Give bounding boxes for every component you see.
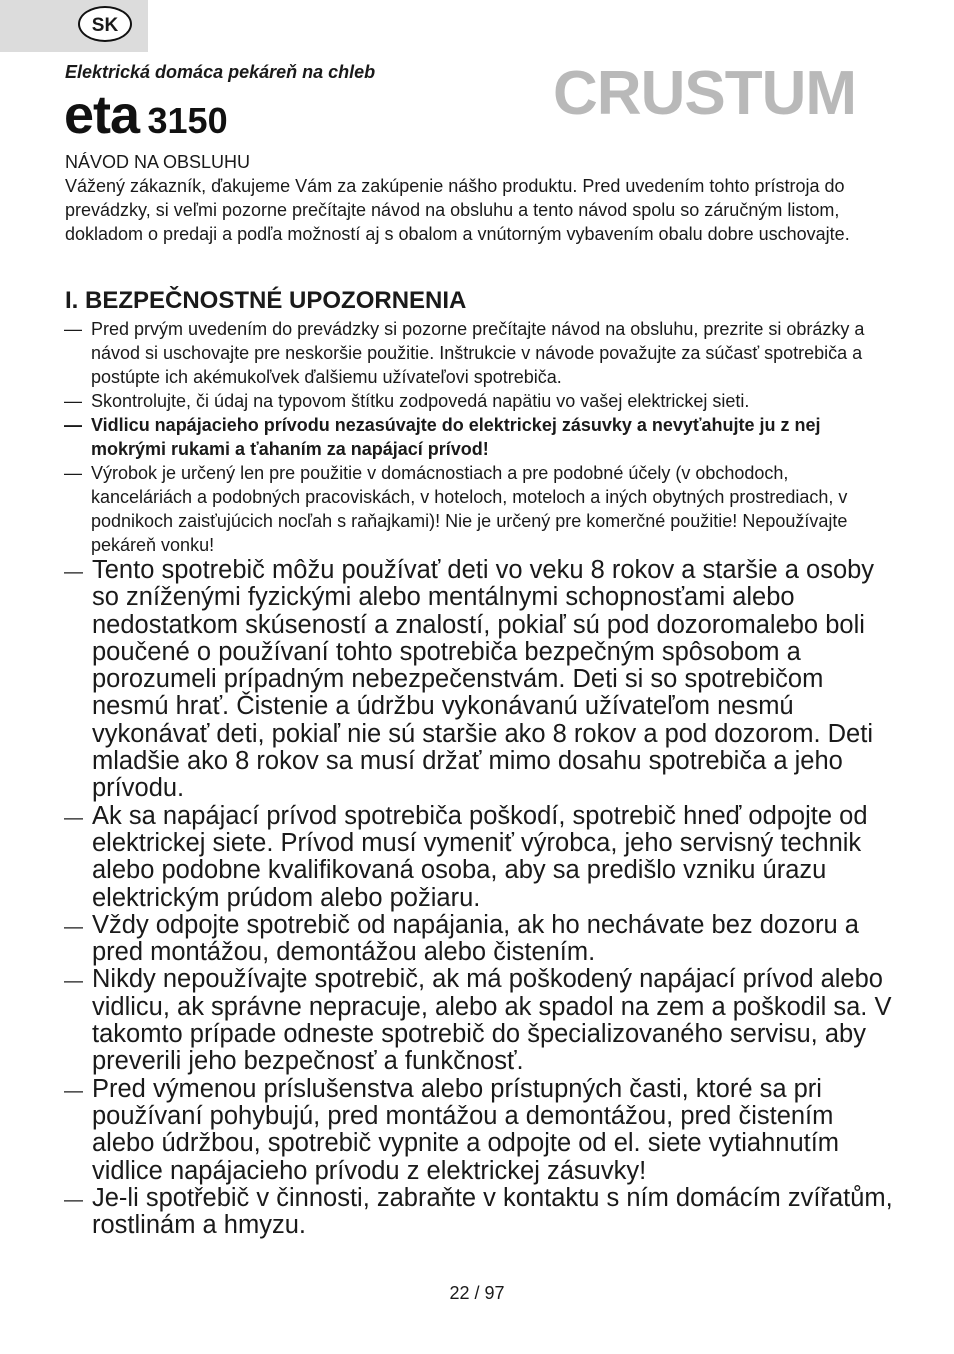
list-item: — Tento spotrebič môžu používať deti vo veku 8 rokov a staršie a osoby so zníženými fyzickými alebo mentálnymi schopnosťami alebo nedostatkom skúseností a znalostí, pokiaľ sú pod dozoromalebo boli poučené o používaní tohto spotrebiča bezpečným spôsobom a porozumeli prípadným nebezpečenstvám. Deti si so spotrebičom nesmú hrať. Čistenie a údržbu vykonávanú užívateľom nesmú vykonávať deti, pokiaľ nie sú staršie ako 8 rokov a pod dozorom. Deti mladšie ako 8 rokov sa musí držať mimo dosahu spotrebiča a jeho prívodu. bbox=[64, 557, 899, 803]
model-title bbox=[64, 84, 228, 146]
list-item: — Výrobok je určený len pre použitie v domácnostiach a pre podobné účely (v obchodoch, kanceláriách a podobných pracoviskách, v hoteloch, moteloch a iných obytných prostrediach, v podnikoch zaisťujúcich nocľah s raňajkami)! Nie je určený pre komerčné použitie! Nepoužívajte pekáreň vonku! bbox=[64, 461, 894, 557]
product-subtitle: Elektrická domáca pekáreň na chleb bbox=[65, 62, 376, 82]
page-number: 22 / 97 bbox=[449, 1283, 505, 1303]
safety-list-small bbox=[64, 317, 894, 557]
list-item: — Ak sa napájací prívod spotrebiča poškodí, spotrebič hneď odpojte od elektrickej siete. Prívod musí vymeniť výrobca, jeho servisný technik alebo podobne kvalifikovaná osoba, aby sa predišlo vzniku úrazu elektrickým prúdom alebo požiaru. bbox=[64, 803, 899, 912]
model-number: 3150 bbox=[147, 100, 228, 141]
intro-block bbox=[65, 150, 895, 246]
list-item-bold: — Vidlicu napájacieho prívodu nezasúvajte do elektrickej zásuvky a nevyťahujte ju z nej mokrými rukami a ťahaním za napájací prívod! bbox=[64, 413, 894, 461]
list-item: — Vždy odpojte spotrebič od napájania, ak ho nechávate bez dozoru a pred montážou, demontážou alebo čistením. bbox=[64, 912, 899, 967]
list-item: — Nikdy nepoužívajte spotrebič, ak má poškodený napájací prívod alebo vidlicu, ak správne nepracuje, alebo ak spadol na zem a poškodil sa. V takomto prípade odneste spotrebič do špecializovaného servisu, aby preverili jeho bezpečnosť a funkčnosť. bbox=[64, 966, 899, 1075]
manual-title: NÁVOD NA OBSLUHU bbox=[65, 152, 251, 172]
list-item: — Pred výmenou príslušenstva alebo prístupných časti, ktoré sa pri používaní pohybujú, pred montážou a demontážou, pred čistením alebo údržbou, spotrebič vypnite a odpojte od el. siete vytiahnutím vidlice napájacieho prívodu z elektrickej zásuvky! bbox=[64, 1076, 899, 1185]
section-heading: I. BEZPEČNOSTNÉ UPOZORNENIA bbox=[65, 287, 467, 314]
language-tab bbox=[0, 0, 148, 52]
language-badge: SK bbox=[78, 6, 132, 42]
product-logo: CRUSTUM bbox=[553, 59, 856, 128]
list-item: — Skontrolujte, či údaj na typovom štítku zodpovedá napätiu vo vašej elektrickej sieti. bbox=[64, 389, 894, 413]
safety-list-large bbox=[64, 557, 899, 1239]
list-item: — Pred prvým uvedením do prevádzky si pozorne prečítajte návod na obsluhu, prezrite si obrázky a návod si uschovajte pre neskoršie použitie. Inštrukcie v návode považujte za súčasť spotrebiča a postúpte ich akémukoľvek ďalšiemu užívateľovi spotrebiča. bbox=[64, 317, 894, 389]
brand-logo: eta bbox=[64, 85, 140, 145]
list-item: — Je-li spotřebič v činnosti, zabraňte v kontaktu s ním domácím zvířatům, rostlinám a hmyzu. bbox=[64, 1185, 899, 1240]
intro-paragraph: Vážený zákazník, ďakujeme Vám za zakúpenie nášho produktu. Pred uvedením tohto prístroja do prevádzky, si veľmi pozorne prečítajte návod na obsluhu a tento návod spolu so záručným listom, dokladom o predaji a podľa možností aj s obalom a vnútorným vybavením obalu dobre uschovajte. bbox=[65, 176, 850, 244]
